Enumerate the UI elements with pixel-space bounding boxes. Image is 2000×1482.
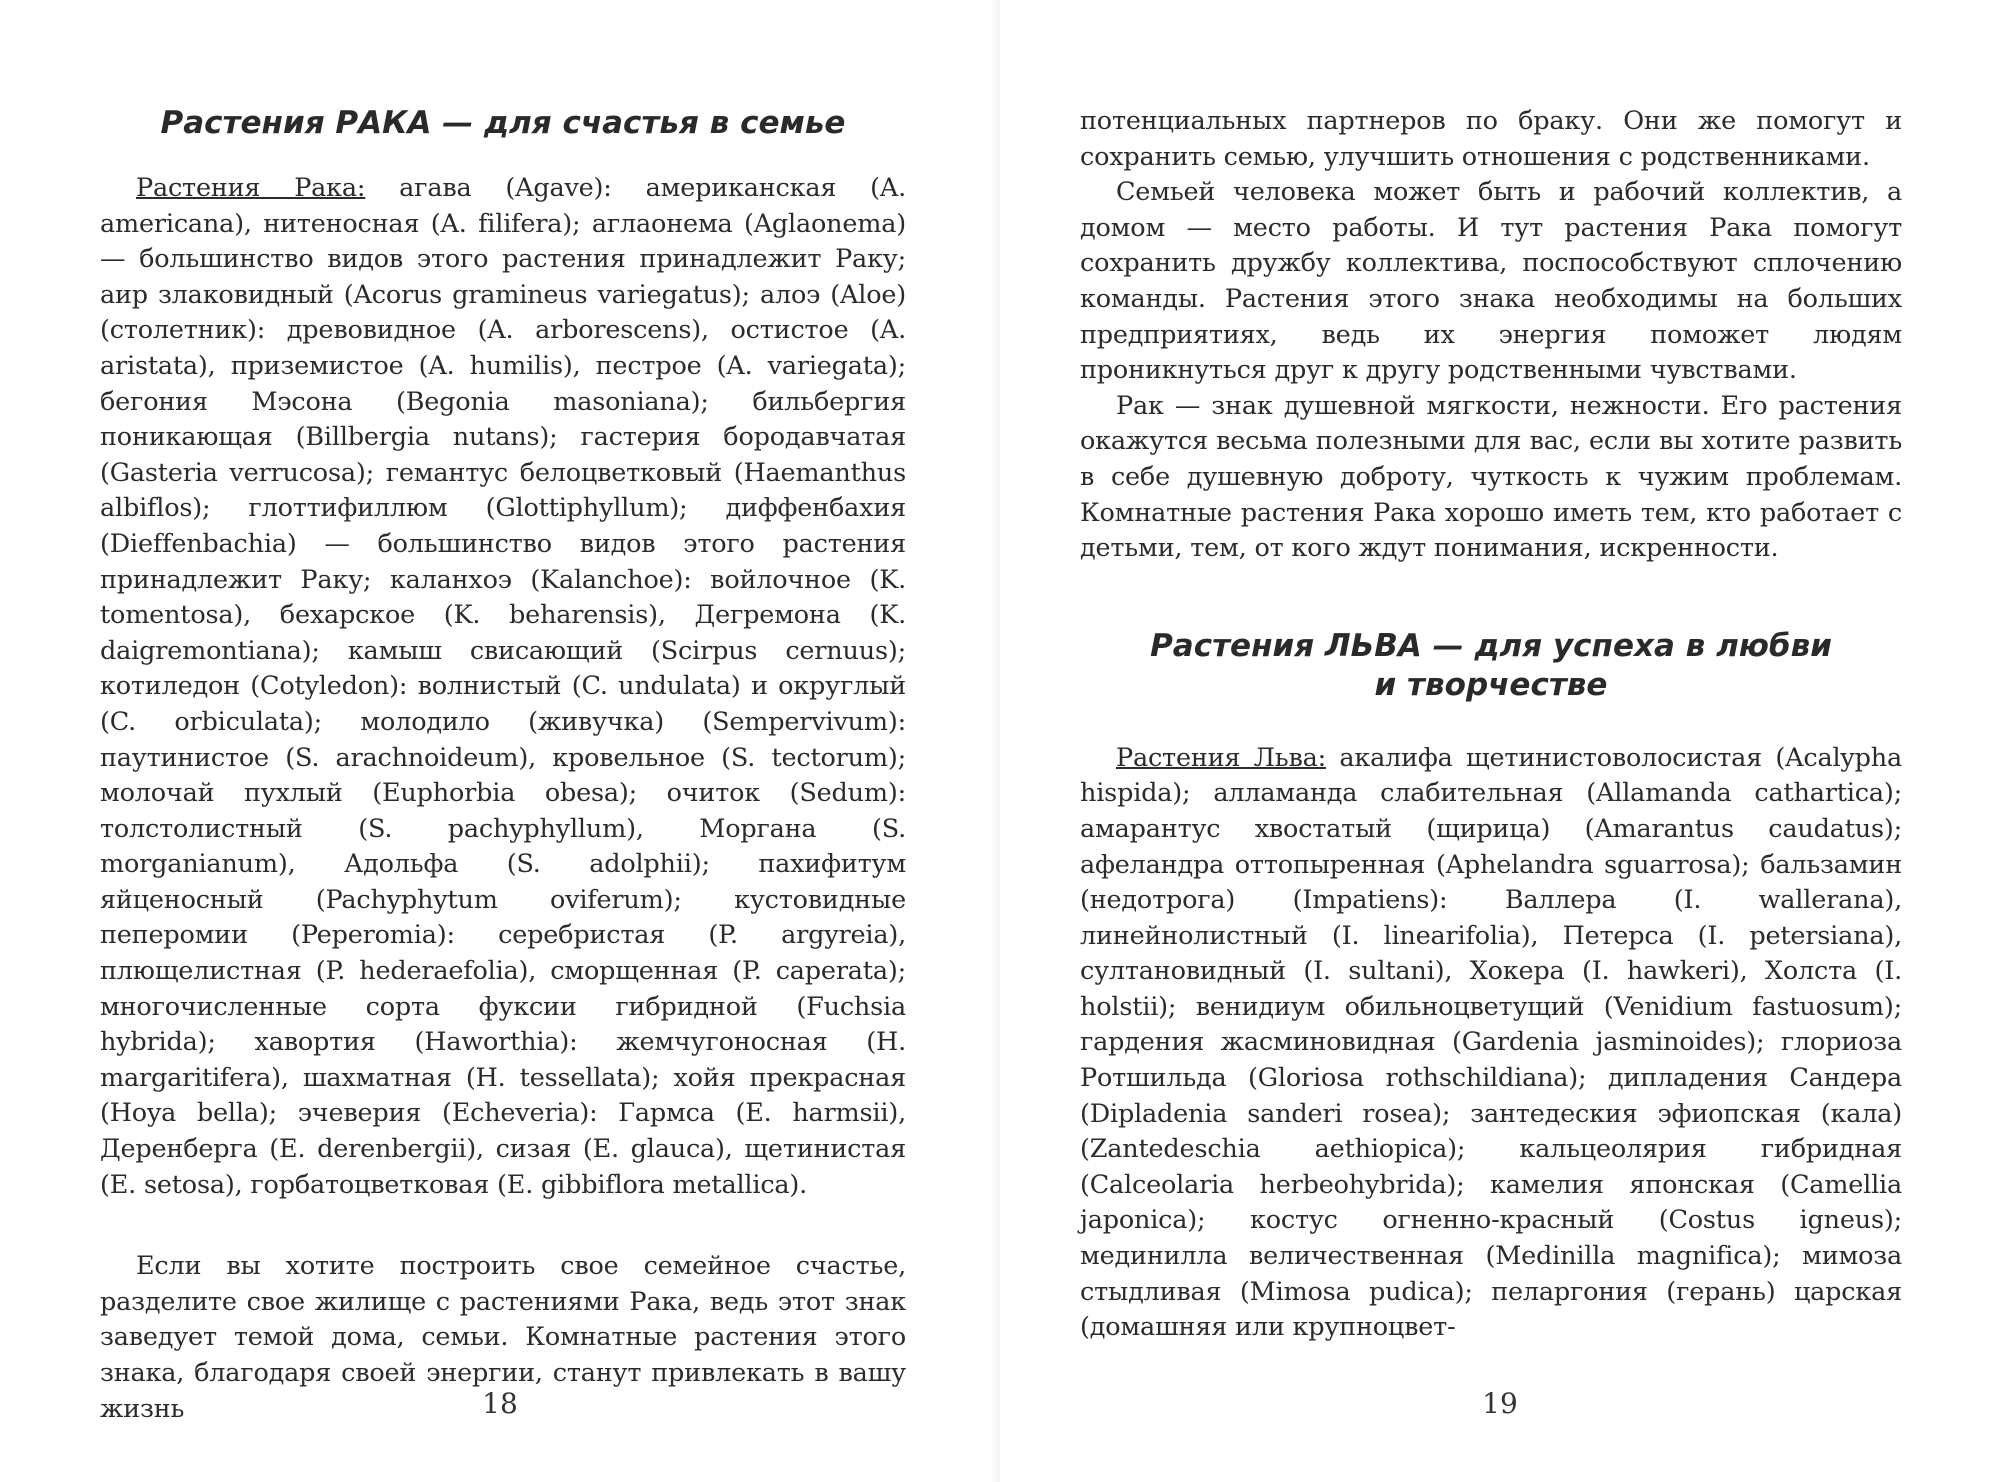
gentleness-paragraph: Рак — знак душевной мягкости, нежности. Его растения окажутся весьма полезными для вас, если вы хотите развить в себе душевную доброту, чуткость к чужим проблемам. Комнатные растения Рака хорошо иметь тем, кто работает с детьми, тем, от кого ждут понимания, искренности. xyxy=(1080,390,1902,564)
leo-plants-heading xyxy=(1080,627,1902,705)
cancer-plants-list xyxy=(100,171,906,1203)
work-team-paragraph: Семьей человека может быть и рабочий коллектив, а домом — место работы. И тут растения Рака помогут сохранить дружбу коллектива, поспособствуют сплочению команды. Растения этого знака необходимы на больших предприятиях, ведь их энергия поможет людям проникнуться друг к другу родственными чувствами. xyxy=(1080,177,1902,386)
right-page xyxy=(1000,0,2000,1482)
leo-heading-line-2: и творчестве xyxy=(1374,666,1608,703)
leo-plants-label: Растения Льва: xyxy=(1116,742,1326,773)
cancer-plants-heading: Растения РАКА — для счастья в семье xyxy=(160,105,846,141)
family-happiness-paragraph: Если вы хотите построить свое семейное счастье, разделите свое жилище с растениями Рака, ведь этот знак заведует темой дома, семьи. Комнатные растения этого знака, благодаря своей энергии, станут привлекать в вашу жизнь xyxy=(100,1251,906,1424)
continued-paragraph: потенциальных партнеров по браку. Они же помогут и сохранить семью, улучшить отношения с родственниками. xyxy=(1080,106,1902,172)
page-number-left: 18 xyxy=(482,1387,518,1420)
cancer-plants-label: Растения Рака: xyxy=(136,173,366,203)
page-number-right: 19 xyxy=(1482,1387,1518,1420)
leo-plants-list xyxy=(1080,741,1902,1346)
leo-heading-line-1: Растения ЛЬВА — для успеха в любви xyxy=(1150,627,1832,664)
leo-plants-list-text: акалифа щетинистоволосистая (Acalypha hispida); алламанда слабительная (Allamanda cathartica); амарантус хвостатый (щирица) (Amarantus caudatus); афеландра оттопыренная (Aphelandra sguarrosa); бальзамин (недотрога) (Impatiens): Валлера (I. wallerana), линейнолистный (I. linearifolia), Петерса (I. petersiana), султановидный (I. sultani), Хокера (I. hawkeri), Холста (I. holstii); венидиум обильноцветущий (Venidium fastuosum); гардения жасминовидная (Gardenia jasminoides); глориоза Ротшильда (Gloriosa rothschildiana); дипладения Сандера (Dipladenia sanderi rosea); зантедеския эфиопская (кала) (Zantedeschia aethiopica); кальцеолярия гибридная (Calceolaria herbeohybrida); камелия японская (Camellia japonica); костус огненно-красный (Costus igneus); мединилла величественная (Medinilla magnifica); мимоза стыдливая (Mimosa pudica); пеларгония (герань) царская (домашняя или крупноцвет- xyxy=(1080,742,1902,1343)
cancer-plants-list-text: агава (Agave): американская (A. americana), нитеносная (A. filifera); аглаонема (Aglaonema) — большинство видов этого растения принадлежит Раку; аир злаковидный (Acorus gramineus variegatus); алоэ (Aloe) (столетник): древовидное (A. arborescens), остистое (A. aristata), приземистое (A. humilis), пестрое (A. variegata); бегония Мэсона (Begonia masoniana); бильбергия поникающая (Billbergia nutans); гастерия бородавчатая (Gasteria verrucosa); гемантус белоцветковый (Haemanthus albiflos); глоттифиллюм (Glottiphyllum); диффенбахия (Dieffenbachia) — большинство видов этого растения принадлежит Раку; каланхоэ (Kalanchoe): войлочное (K. tomentosa), бехарское (K. beharensis), Дегремона (K. daigremontiana); камыш свисающий (Scirpus cernuus); котиледон (Cotyledon): волнистый (C. undulata) и округлый (C. orbiculata); молодило (живучка) (Sempervivum): паутинистое (S. arachnoideum), кровельное (S. tectorum); молочай пухлый (Euphorbia obesa); очиток (Sedum): толстолистный (S. pachyphyllum), Моргана (S. morganianum), Адольфа (S. adolphii); пахифитум яйценосный (Pachyphytum oviferum); кустовидные пеперомии (Peperomia): серебристая (P. argyreia), плющелистная (P. hederaefolia), сморщенная (P. caperata); многочисленные сорта фуксии гибридной (Fuchsia hybrida); хавортия (Haworthia): жемчугоносная (H. margaritifera), шахматная (H. tessellata); хойя прекрасная (Hoya bella); эчеверия (Echeveria): Гармса (E. harmsii), Деренберга (E. derenbergii), сизая (E. glauca), щетинистая (E. setosa), горбатоцветковая (E. gibbiflora metallica). xyxy=(100,173,906,1200)
